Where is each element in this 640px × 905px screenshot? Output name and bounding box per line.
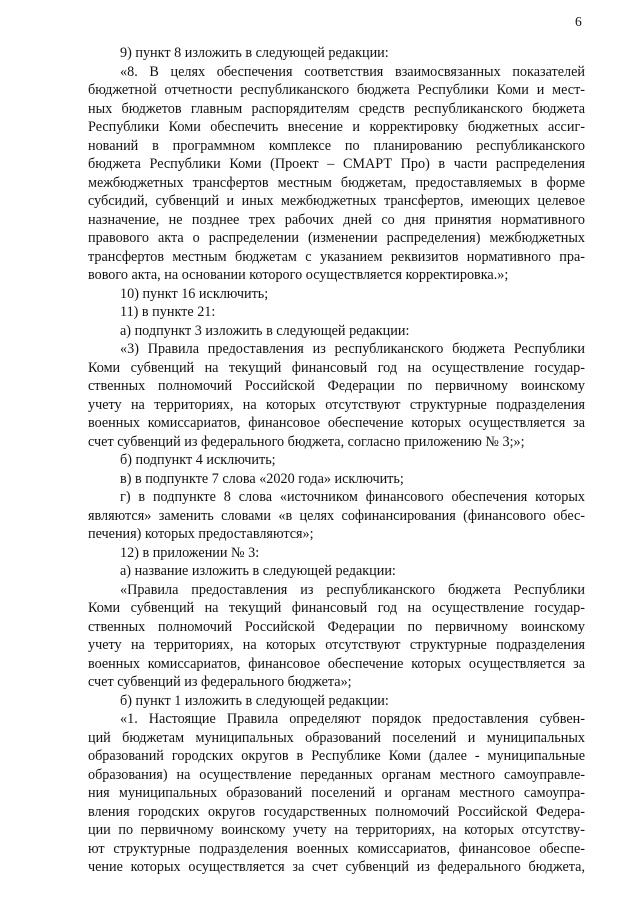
text-line: нований в программном комплексе по планированию республиканского	[88, 137, 585, 154]
text-line: чение которых осуществляется за счет субвенций из федерального бюджета,	[88, 859, 585, 875]
text-line: трансфертов местным бюджетам с указанием реквизитов нормативного пра-	[88, 248, 585, 265]
text-line: Коми субвенций на текущий финансовый год на осуществление государ-	[88, 600, 585, 616]
text-line: б) пункт 1 изложить в следующей редакции:	[120, 692, 389, 709]
text-line: в) в подпункте 7 слова «2020 года» исключить;	[120, 470, 404, 487]
text-line: Коми субвенций на текущий финансовый год на осуществление государ-	[88, 359, 585, 376]
text-line: г) в подпункте 8 слова «источником финансового обеспечения которых	[120, 489, 585, 505]
text-line: а) подпункт 3 изложить в следующей редакции:	[120, 322, 410, 339]
text-line: «Правила предоставления из республиканского бюджета Республики	[120, 581, 585, 598]
text-line: «1. Настоящие Правила определяют порядок предоставления субвен-	[120, 711, 585, 727]
text-line: печения) которых предоставляются»;	[88, 526, 314, 542]
text-line: «8. В целях обеспечения соответствия взаимосвязанных показателей	[120, 63, 585, 80]
text-line: ных бюджетов главным распорядителям средств республиканского бюджета	[88, 100, 585, 117]
text-line: военных комиссариатов, финансовое обеспечение которых осуществляется за	[88, 655, 585, 672]
text-line: вового акта, на основании которого осуществляется корректировка.»;	[88, 267, 509, 283]
text-line: а) название изложить в следующей редакции:	[120, 563, 396, 579]
page-number: 6	[575, 14, 582, 29]
text-line: б) подпункт 4 исключить;	[120, 452, 276, 468]
document-body	[88, 44, 585, 877]
text-line: счет субвенций из федерального бюджета»;	[88, 674, 352, 690]
text-line: 9) пункт 8 изложить в следующей редакции:	[120, 45, 389, 61]
text-line: вления городских округов государственных полномочий Российской Федера-	[88, 803, 585, 820]
text-line: 11) в пункте 21:	[120, 304, 216, 320]
text-line: военных комиссариатов, финансовое обеспечение которых осуществляется за	[88, 415, 585, 431]
text-line: ственных полномочий Российской Федерации по первичному воинскому	[88, 378, 585, 394]
text-line: Республики Коми обеспечить внесение и корректировку бюджетных ассиг-	[88, 119, 585, 135]
text-line: бюджетной отчетности республиканского бюджета Республики Коми и мест-	[88, 82, 585, 98]
text-line: ния муниципальных образований поселений и органам местного самоупра-	[88, 785, 585, 801]
text-line: образований городских округов в Республике Коми (далее - муниципальные	[88, 748, 585, 764]
text-line: бюджета Республики Коми (Проект – СМАРТ Про) в части распределения	[88, 156, 585, 172]
text-line: ют структурные подразделения военных комиссариатов, финансовое обеспе-	[88, 840, 585, 857]
text-line: ций бюджетам муниципальных образований поселений и муниципальных	[88, 729, 585, 746]
text-line: «3) Правила предоставления из республиканского бюджета Республики	[120, 341, 585, 357]
text-line: ственных полномочий Российской Федерации по первичному воинскому	[88, 618, 585, 635]
text-line: субсидий, субвенций и иных межбюджетных трансфертов, имеющих целевое	[88, 193, 585, 209]
text-line: являются» заменить словами «в целях софинансирования (финансового обес-	[88, 507, 585, 524]
text-line: образования) на осуществление переданных органам местного самоуправле-	[88, 766, 585, 783]
text-line: учету на территориях, на которых отсутствуют структурные подразделения	[88, 637, 585, 653]
text-line: ции по первичному воинскому учету на территориях, на которых отсутству-	[88, 822, 585, 838]
text-line: счет субвенций из федерального бюджета, согласно приложению № 3;»;	[88, 433, 525, 450]
text-line: учету на территориях, на которых отсутствуют структурные подразделения	[88, 396, 585, 413]
text-line: правового акта о распределении (изменении распределения) межбюджетных	[88, 230, 585, 246]
text-line: межбюджетных трансфертов местным бюджетам, предоставляемых в форме	[88, 174, 585, 191]
text-line: 12) в приложении № 3:	[120, 544, 260, 561]
text-line: назначение, не позднее трех рабочих дней со дня принятия нормативного	[88, 211, 585, 228]
text-line: 10) пункт 16 исключить;	[120, 285, 269, 302]
